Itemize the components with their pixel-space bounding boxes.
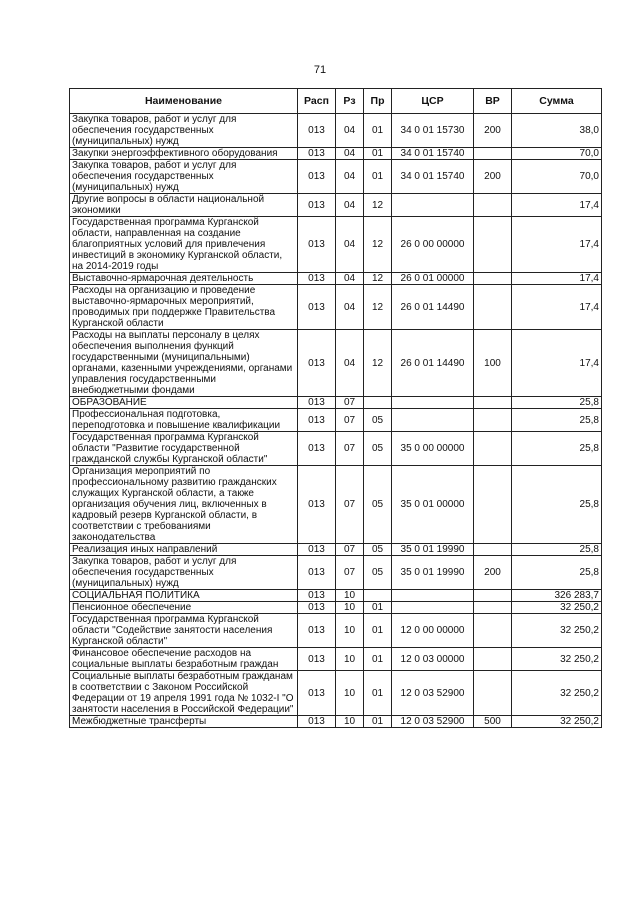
cell-sum: 17,4 (512, 285, 602, 330)
cell-vr (474, 544, 512, 556)
table-row (70, 648, 602, 671)
cell-sum: 25,8 (512, 409, 602, 432)
cell-vr (474, 217, 512, 273)
cell-rasp: 013 (298, 432, 336, 466)
table-row (70, 160, 602, 194)
cell-rasp: 013 (298, 114, 336, 148)
cell-rz: 04 (336, 160, 364, 194)
cell-vr: 200 (474, 160, 512, 194)
cell-csr: 26 0 01 00000 (392, 273, 474, 285)
cell-pr: 01 (364, 602, 392, 614)
cell-sum: 25,8 (512, 466, 602, 544)
cell-name: Закупка товаров, работ и услуг для обеспечения государственных (муниципальных) нужд (70, 114, 298, 148)
cell-csr (392, 194, 474, 217)
cell-rasp: 013 (298, 285, 336, 330)
cell-csr: 26 0 00 00000 (392, 217, 474, 273)
cell-vr (474, 273, 512, 285)
cell-rasp: 013 (298, 397, 336, 409)
cell-csr: 26 0 01 14490 (392, 330, 474, 397)
table-row (70, 556, 602, 590)
cell-csr (392, 602, 474, 614)
cell-rz: 07 (336, 466, 364, 544)
cell-rasp: 013 (298, 590, 336, 602)
cell-rz: 04 (336, 330, 364, 397)
cell-vr (474, 285, 512, 330)
cell-csr (392, 409, 474, 432)
cell-vr (474, 194, 512, 217)
cell-csr: 34 0 01 15740 (392, 160, 474, 194)
cell-rz: 10 (336, 671, 364, 716)
cell-rz: 07 (336, 409, 364, 432)
cell-rasp: 013 (298, 671, 336, 716)
cell-pr: 05 (364, 556, 392, 590)
table-row (70, 671, 602, 716)
table-row (70, 590, 602, 602)
cell-name: СОЦИАЛЬНАЯ ПОЛИТИКА (70, 590, 298, 602)
cell-csr: 12 0 03 52900 (392, 716, 474, 728)
header-rasp: Расп (298, 89, 336, 114)
budget-table (69, 88, 602, 728)
cell-name: Финансовое обеспечение расходов на социальные выплаты безработным граждан (70, 648, 298, 671)
cell-name: Другие вопросы в области национальной экономики (70, 194, 298, 217)
cell-sum: 32 250,2 (512, 671, 602, 716)
table-row (70, 148, 602, 160)
cell-rasp: 013 (298, 556, 336, 590)
table-row (70, 409, 602, 432)
cell-pr: 01 (364, 148, 392, 160)
cell-rz: 04 (336, 217, 364, 273)
cell-rasp: 013 (298, 217, 336, 273)
header-csr: ЦСР (392, 89, 474, 114)
table-row (70, 114, 602, 148)
cell-name: Расходы на выплаты персоналу в целях обеспечения выполнения функций государственными (муниципальными) органами, казенными учреждениями, органами управления государственными внебюджетными фондами (70, 330, 298, 397)
cell-csr: 34 0 01 15740 (392, 148, 474, 160)
cell-rz: 07 (336, 432, 364, 466)
table-row (70, 602, 602, 614)
cell-sum: 25,8 (512, 432, 602, 466)
cell-rz: 04 (336, 285, 364, 330)
cell-sum: 32 250,2 (512, 602, 602, 614)
cell-name: Выставочно-ярмарочная деятельность (70, 273, 298, 285)
table-row (70, 285, 602, 330)
cell-rasp: 013 (298, 648, 336, 671)
table-row (70, 432, 602, 466)
cell-rasp: 013 (298, 716, 336, 728)
cell-rz: 10 (336, 716, 364, 728)
cell-rasp: 013 (298, 544, 336, 556)
cell-rasp: 013 (298, 614, 336, 648)
cell-rz: 04 (336, 148, 364, 160)
cell-vr (474, 590, 512, 602)
cell-sum: 17,4 (512, 194, 602, 217)
cell-vr (474, 648, 512, 671)
cell-pr (364, 397, 392, 409)
cell-sum: 326 283,7 (512, 590, 602, 602)
cell-pr: 12 (364, 273, 392, 285)
cell-csr: 35 0 01 19990 (392, 556, 474, 590)
cell-csr: 35 0 01 00000 (392, 466, 474, 544)
cell-sum: 25,8 (512, 556, 602, 590)
header-rz: Рз (336, 89, 364, 114)
cell-name: Социальные выплаты безработным гражданам в соответствии с Законом Российской Федерации от 19 апреля 1991 года № 1032-I "О занятости населения в Российской Федерации" (70, 671, 298, 716)
cell-pr: 01 (364, 671, 392, 716)
cell-name: Организация мероприятий по профессиональному развитию гражданских служащих Курганской области, а также организация обучения лиц, включенных в кадровый резерв Курганской области, в соответствии с требованиями законодательства (70, 466, 298, 544)
cell-name: Расходы на организацию и проведение выставочно-ярмарочных мероприятий, проводимых при поддержке Правительства Курганской области (70, 285, 298, 330)
table-row (70, 194, 602, 217)
cell-rz: 10 (336, 590, 364, 602)
cell-rz: 04 (336, 273, 364, 285)
cell-sum: 17,4 (512, 217, 602, 273)
cell-pr: 01 (364, 648, 392, 671)
cell-name: Государственная программа Курганской области "Содействие занятости населения Курганской области" (70, 614, 298, 648)
cell-name: Пенсионное обеспечение (70, 602, 298, 614)
cell-vr (474, 432, 512, 466)
cell-sum: 70,0 (512, 148, 602, 160)
cell-pr: 01 (364, 114, 392, 148)
cell-rz: 07 (336, 397, 364, 409)
cell-name: Межбюджетные трансферты (70, 716, 298, 728)
cell-vr: 100 (474, 330, 512, 397)
cell-rz: 04 (336, 114, 364, 148)
cell-vr: 500 (474, 716, 512, 728)
cell-pr: 12 (364, 330, 392, 397)
cell-pr: 12 (364, 285, 392, 330)
cell-name: Реализация иных направлений (70, 544, 298, 556)
cell-csr: 26 0 01 14490 (392, 285, 474, 330)
cell-rz: 10 (336, 614, 364, 648)
cell-sum: 25,8 (512, 397, 602, 409)
cell-sum: 38,0 (512, 114, 602, 148)
cell-pr (364, 590, 392, 602)
page-number: 71 (313, 64, 327, 76)
cell-pr: 12 (364, 194, 392, 217)
table-row (70, 397, 602, 409)
cell-vr (474, 397, 512, 409)
cell-vr (474, 602, 512, 614)
cell-rasp: 013 (298, 466, 336, 544)
cell-rasp: 013 (298, 148, 336, 160)
table-row (70, 330, 602, 397)
cell-sum: 17,4 (512, 330, 602, 397)
cell-pr: 01 (364, 716, 392, 728)
cell-vr (474, 614, 512, 648)
table-row (70, 217, 602, 273)
header-sum: Сумма (512, 89, 602, 114)
cell-sum: 17,4 (512, 273, 602, 285)
cell-vr: 200 (474, 114, 512, 148)
cell-rasp: 013 (298, 273, 336, 285)
cell-sum: 25,8 (512, 544, 602, 556)
table-row (70, 614, 602, 648)
header-pr: Пр (364, 89, 392, 114)
cell-csr: 35 0 01 19990 (392, 544, 474, 556)
cell-rasp: 013 (298, 194, 336, 217)
table-row (70, 544, 602, 556)
table-row (70, 716, 602, 728)
cell-name: Профессиональная подготовка, переподготовка и повышение квалификации (70, 409, 298, 432)
cell-name: ОБРАЗОВАНИЕ (70, 397, 298, 409)
cell-vr: 200 (474, 556, 512, 590)
cell-csr (392, 397, 474, 409)
cell-name: Закупка товаров, работ и услуг для обеспечения государственных (муниципальных) нужд (70, 160, 298, 194)
cell-vr (474, 409, 512, 432)
header-vr: ВР (474, 89, 512, 114)
table-row (70, 466, 602, 544)
cell-name: Государственная программа Курганской области "Развитие государственной гражданской службы Курганской области" (70, 432, 298, 466)
cell-csr: 34 0 01 15730 (392, 114, 474, 148)
cell-rasp: 013 (298, 602, 336, 614)
cell-rz: 10 (336, 648, 364, 671)
cell-sum: 32 250,2 (512, 614, 602, 648)
cell-sum: 32 250,2 (512, 716, 602, 728)
header-name: Наименование (70, 89, 298, 114)
cell-csr: 35 0 00 00000 (392, 432, 474, 466)
cell-rz: 04 (336, 194, 364, 217)
cell-rasp: 013 (298, 409, 336, 432)
cell-rz: 10 (336, 602, 364, 614)
cell-pr: 01 (364, 614, 392, 648)
cell-rasp: 013 (298, 160, 336, 194)
cell-rz: 07 (336, 556, 364, 590)
cell-pr: 05 (364, 432, 392, 466)
cell-sum: 32 250,2 (512, 648, 602, 671)
cell-vr (474, 671, 512, 716)
cell-csr: 12 0 03 00000 (392, 648, 474, 671)
cell-sum: 70,0 (512, 160, 602, 194)
cell-name: Закупки энергоэффективного оборудования (70, 148, 298, 160)
cell-pr: 05 (364, 544, 392, 556)
cell-csr (392, 590, 474, 602)
cell-rasp: 013 (298, 330, 336, 397)
cell-pr: 05 (364, 466, 392, 544)
cell-csr: 12 0 00 00000 (392, 614, 474, 648)
cell-pr: 05 (364, 409, 392, 432)
table-row (70, 273, 602, 285)
cell-name: Закупка товаров, работ и услуг для обеспечения государственных (муниципальных) нужд (70, 556, 298, 590)
cell-vr (474, 148, 512, 160)
cell-name: Государственная программа Курганской области, направленная на создание благоприятных условий для привлечения инвестиций в экономику Курганской области, на 2014-2019 годы (70, 217, 298, 273)
cell-vr (474, 466, 512, 544)
cell-pr: 01 (364, 160, 392, 194)
table-body (70, 114, 602, 728)
cell-rz: 07 (336, 544, 364, 556)
cell-pr: 12 (364, 217, 392, 273)
table-header-row (70, 89, 602, 114)
cell-csr: 12 0 03 52900 (392, 671, 474, 716)
